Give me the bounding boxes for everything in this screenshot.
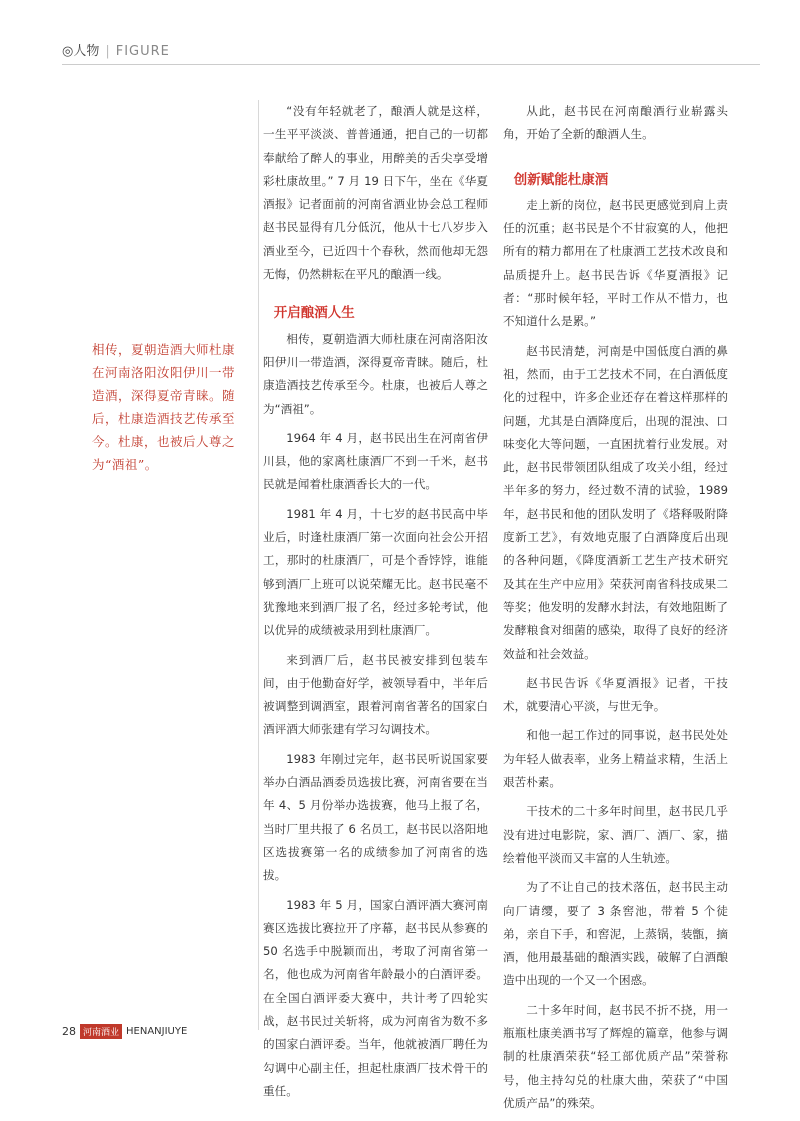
section-title: 人物: [73, 44, 100, 59]
paragraph: 相传，夏朝造酒大师杜康在河南洛阳汝阳伊川一带造酒，深得夏帝青睐。随后，杜康造酒技艺传承至今。杜康，也被后人尊之为“酒祖”。: [263, 331, 488, 416]
article-column-1: [263, 100, 488, 1109]
paragraph: 和他一起工作过的同事说，赵书民处处为年轻人做表率，业务上精益求精，生活上艰苦朴素。: [503, 728, 728, 790]
publication-logo: 河南酒业: [80, 1024, 122, 1039]
paragraph: 二十多年时间，赵书民不折不挠，用一瓶瓶杜康美酒书写了辉煌的篇章，他参与调制的杜康酒荣获“轻工部优质产品”荣誉称号，他主持勾兑的杜康大曲，荣获了“中国优质产品”的殊荣。: [503, 1002, 728, 1110]
paragraph: 走上新的岗位，赵书民更感觉到肩上责任的沉重；赵书民是个不甘寂寞的人，他把所有的精力都用在了杜康酒工艺技术改良和品质提升上。赵书民告诉《华夏酒报》记者：“那时候年轻，平时工作从不惜力，也不知道什么是累。”: [503, 197, 728, 329]
paragraph: 为了不让自己的技术落伍，赵书民主动向厂请缨，要了 3 条窖池，带着 5 个徒弟，亲自下手，和窖泥，上蒸锅，装甑，摘酒，他用最基础的酿酒实践，破解了白酒酿造中出现的一个又一个困惑。: [503, 880, 728, 988]
paragraph: 赵书民清楚，河南是中国低度白酒的鼻祖，然而，由于工艺技术不同，在白酒低度化的过程中，许多企业还存在着这样那样的问题，尤其是白酒降度后，出现的混浊、口味变化大等问题，一直困扰着行业发展。对此，赵书民带领团队组成了攻关小组，经过半年多的努力，经过数不清的试验，1989 年，赵书民和他的团队发明了《塔释吸附降度新工艺》，有效地克服了白酒降度后出现的各种问题，《降度酒新工艺生产技术研究及其在生产中应用》荣获河南省科技成果二等奖；他发明的发酵水封法，有效地阻断了发酵粮食对细菌的感染，取得了良好的经济效益和社会效益。: [503, 343, 728, 661]
paragraph: 1964 年 4 月，赵书民出生在河南省伊川县，他的家离杜康酒厂不到一千米，赵书民就是闻着杜康酒香长大的一代。: [263, 430, 488, 492]
paragraph: 1981 年 4 月，十七岁的赵书民高中毕业后，时逢杜康酒厂第一次面向社会公开招工，那时的杜康酒厂，可是个香饽饽，谁能够到酒厂上班可以说荣耀无比。赵书民毫不犹豫地来到酒厂报了名，经过多轮考试，他以优异的成绩被录用到杜康酒厂。: [263, 506, 488, 638]
paragraph: 赵书民告诉《华夏酒报》记者，干技术，就要清心平淡，与世无争。: [503, 675, 728, 714]
paragraph: 来到酒厂后，赵书民被安排到包装车间，由于他勤奋好学，被领导看中，半年后被调整到调酒室，跟着河南省著名的国家白酒评酒大师张建有学习勾调技术。: [263, 652, 488, 737]
section-heading: 开启酿酒人生: [273, 305, 355, 322]
paragraph: 1983 年刚过完年，赵书民听说国家要举办白酒品酒委员选拔比赛，河南省要在当年 4、5 月份举办选拔赛，他马上报了名，当时厂里共报了 6 名员工，赵书民以洛阳地区选拔赛第一名的成绩参加了河南省的选拔。: [263, 751, 488, 883]
section-header: [62, 40, 170, 59]
section-title-en: FIGURE: [115, 44, 170, 59]
page-number: 28: [62, 1025, 76, 1038]
paragraph: 从此，赵书民在河南酿酒行业崭露头角，开始了全新的酿酒人生。: [503, 104, 728, 142]
section-heading: 创新赋能杜康酒: [513, 171, 609, 188]
column-divider: [258, 100, 259, 1030]
article-column-2: [503, 100, 728, 1121]
paragraph: “没有年轻就老了，酿酒人就是这样，一生平平淡淡、普普通通，把自己的一切都奉献给了醉人的事业，用醉美的舌尖享受增彩杜康故里。” 7 月 19 日下午，坐在《华夏酒报》记者面前的河南省酒业协会总工程师赵书民显得有几分低沉，他从十七八岁步入酒业至今，已近四十个春秋，然而他却无怨无悔，仍然耕耘在平凡的酿酒一线。: [263, 104, 488, 282]
header-rule: [62, 64, 760, 65]
paragraph: 1983 年 5 月，国家白酒评酒大赛河南赛区选拔比赛拉开了序幕，赵书民从参赛的 50 名选手中脱颖而出，考取了河南省第一名，他也成为河南省年龄最小的白酒评委。在全国白酒评委大赛中，共计考了四轮实战，赵书民过关斩将，成为河南省为数不多的国家白酒评委。当年，他就被酒厂聘任为勾调中心副主任，担起杜康酒厂技术骨干的重任。: [263, 897, 488, 1098]
publication-name: HENANJIUYE: [126, 1026, 188, 1037]
circle-icon: ◎: [62, 44, 74, 59]
header-divider: |: [105, 44, 110, 59]
pull-quote: 相传，夏朝造酒大师杜康在河南洛阳汝阳伊川一带造酒，深得夏帝青睐。随后，杜康造酒技艺传承至今。杜康，也被后人尊之为“酒祖”。: [92, 342, 236, 472]
page-footer: [62, 1024, 187, 1039]
paragraph: 干技术的二十多年时间里，赵书民几乎没有进过电影院，家、酒厂、酒厂、家，描绘着他平淡而又丰富的人生轨迹。: [503, 804, 728, 865]
